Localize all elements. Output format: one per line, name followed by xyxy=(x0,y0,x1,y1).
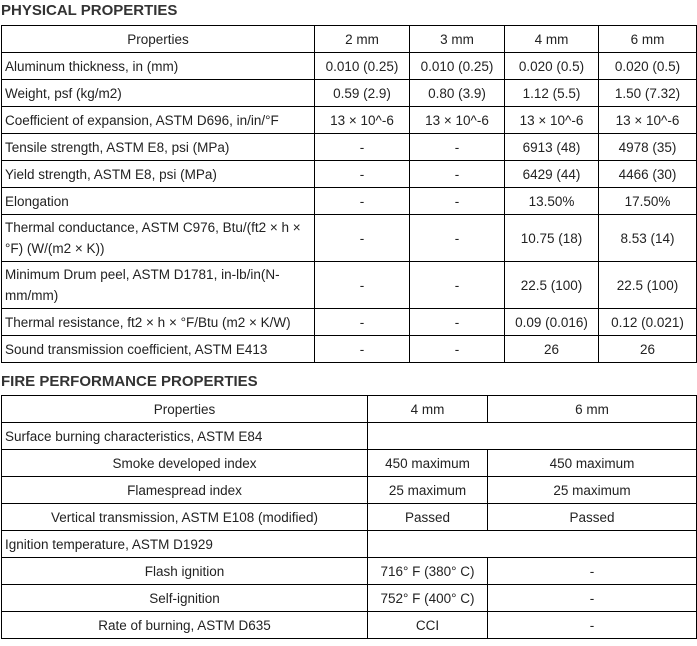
value-cell: - xyxy=(315,309,410,336)
thickness-column-header: 4 mm xyxy=(368,396,488,423)
value-cell: 22.5 (100) xyxy=(505,262,599,309)
value-cell: 13 × 10^-6 xyxy=(599,107,697,134)
property-label-cell: Thermal conductance, ASTM C976, Btu/(ft2 × h × °F) (W/(m2 × K)) xyxy=(2,215,315,262)
property-label-cell: Tensile strength, ASTM E8, psi (MPa) xyxy=(2,134,315,161)
property-label-cell: Flamespread index xyxy=(2,477,368,504)
physical-table-body xyxy=(2,53,697,363)
value-cell: 716° F (380° C) xyxy=(368,558,488,585)
table-row xyxy=(2,531,697,558)
property-label-cell: Smoke developed index xyxy=(2,450,368,477)
table-row xyxy=(2,504,697,531)
table-row xyxy=(2,336,697,363)
value-cell: - xyxy=(488,585,697,612)
property-label-cell: Rate of burning, ASTM D635 xyxy=(2,612,368,639)
value-cell: 0.010 (0.25) xyxy=(410,53,505,80)
value-cell: - xyxy=(410,309,505,336)
table-row xyxy=(2,309,697,336)
value-cell: - xyxy=(488,558,697,585)
thickness-column-header: 6 mm xyxy=(599,26,697,53)
value-cell: - xyxy=(410,134,505,161)
value-cell: 25 maximum xyxy=(368,477,488,504)
value-cell: - xyxy=(410,161,505,188)
table-row xyxy=(2,107,697,134)
value-cell: - xyxy=(410,262,505,309)
fire-table-body xyxy=(2,423,697,639)
table-row xyxy=(2,161,697,188)
physical-table-header xyxy=(2,26,697,53)
value-cell: CCI xyxy=(368,612,488,639)
value-cell: 22.5 (100) xyxy=(599,262,697,309)
value-cell: 25 maximum xyxy=(488,477,697,504)
property-label-cell: Coefficient of expansion, ASTM D696, in/in/°F xyxy=(2,107,315,134)
value-cell: 4466 (30) xyxy=(599,161,697,188)
value-cell: 0.12 (0.021) xyxy=(599,309,697,336)
value-cell: - xyxy=(315,262,410,309)
table-row xyxy=(2,134,697,161)
physical-properties-table xyxy=(1,25,697,363)
value-cell: 4978 (35) xyxy=(599,134,697,161)
property-label-cell: Elongation xyxy=(2,188,315,215)
table-row xyxy=(2,612,697,639)
table-row xyxy=(2,423,697,450)
value-cell: - xyxy=(315,161,410,188)
value-cell: 13.50% xyxy=(505,188,599,215)
table-row xyxy=(2,53,697,80)
value-cell: Passed xyxy=(488,504,697,531)
table-row xyxy=(2,477,697,504)
value-cell: - xyxy=(410,188,505,215)
properties-column-header: Properties xyxy=(2,396,368,423)
property-label-cell: Flash ignition xyxy=(2,558,368,585)
value-cell: - xyxy=(315,336,410,363)
value-cell: 17.50% xyxy=(599,188,697,215)
value-cell: 752° F (400° C) xyxy=(368,585,488,612)
value-cell: - xyxy=(315,134,410,161)
value-cell: 0.020 (0.5) xyxy=(599,53,697,80)
thickness-column-header: 3 mm xyxy=(410,26,505,53)
value-cell: 6913 (48) xyxy=(505,134,599,161)
physical-properties-title: PHYSICAL PROPERTIES xyxy=(1,2,178,19)
property-label-cell: Ignition temperature, ASTM D1929 xyxy=(2,531,368,558)
merged-empty-cell xyxy=(368,423,697,450)
property-label-cell: Yield strength, ASTM E8, psi (MPa) xyxy=(2,161,315,188)
property-label-cell: Surface burning characteristics, ASTM E84 xyxy=(2,423,368,450)
value-cell: 26 xyxy=(505,336,599,363)
value-cell: - xyxy=(410,336,505,363)
value-cell: 6429 (44) xyxy=(505,161,599,188)
property-label-cell: Minimum Drum peel, ASTM D1781, in-lb/in(N-mm/mm) xyxy=(2,262,315,309)
value-cell: 0.59 (2.9) xyxy=(315,80,410,107)
table-row xyxy=(2,215,697,262)
value-cell: - xyxy=(315,215,410,262)
property-label-cell: Sound transmission coefficient, ASTM E413 xyxy=(2,336,315,363)
value-cell: - xyxy=(488,612,697,639)
value-cell: 13 × 10^-6 xyxy=(505,107,599,134)
value-cell: 450 maximum xyxy=(368,450,488,477)
value-cell: 10.75 (18) xyxy=(505,215,599,262)
thickness-column-header: 2 mm xyxy=(315,26,410,53)
property-label-cell: Aluminum thickness, in (mm) xyxy=(2,53,315,80)
properties-column-header: Properties xyxy=(2,26,315,53)
value-cell: 26 xyxy=(599,336,697,363)
value-cell: 1.50 (7.32) xyxy=(599,80,697,107)
value-cell: - xyxy=(315,188,410,215)
table-row xyxy=(2,450,697,477)
thickness-column-header: 4 mm xyxy=(505,26,599,53)
value-cell: 0.09 (0.016) xyxy=(505,309,599,336)
value-cell: 0.80 (3.9) xyxy=(410,80,505,107)
thickness-column-header: 6 mm xyxy=(488,396,697,423)
fire-performance-table xyxy=(1,395,697,639)
header-row xyxy=(2,396,697,423)
table-row xyxy=(2,188,697,215)
table-row xyxy=(2,80,697,107)
table-row xyxy=(2,558,697,585)
property-label-cell: Self-ignition xyxy=(2,585,368,612)
table-row xyxy=(2,262,697,309)
fire-table-header xyxy=(2,396,697,423)
value-cell: 8.53 (14) xyxy=(599,215,697,262)
value-cell: 13 × 10^-6 xyxy=(410,107,505,134)
value-cell: 13 × 10^-6 xyxy=(315,107,410,134)
value-cell: 0.010 (0.25) xyxy=(315,53,410,80)
property-label-cell: Weight, psf (kg/m2) xyxy=(2,80,315,107)
property-label-cell: Vertical transmission, ASTM E108 (modified) xyxy=(2,504,368,531)
merged-empty-cell xyxy=(368,531,697,558)
value-cell: 450 maximum xyxy=(488,450,697,477)
fire-performance-title: FIRE PERFORMANCE PROPERTIES xyxy=(1,373,258,390)
value-cell: 0.020 (0.5) xyxy=(505,53,599,80)
value-cell: 1.12 (5.5) xyxy=(505,80,599,107)
property-label-cell: Thermal resistance, ft2 × h × °F/Btu (m2 × K/W) xyxy=(2,309,315,336)
table-row xyxy=(2,585,697,612)
value-cell: - xyxy=(410,215,505,262)
value-cell: Passed xyxy=(368,504,488,531)
header-row xyxy=(2,26,697,53)
